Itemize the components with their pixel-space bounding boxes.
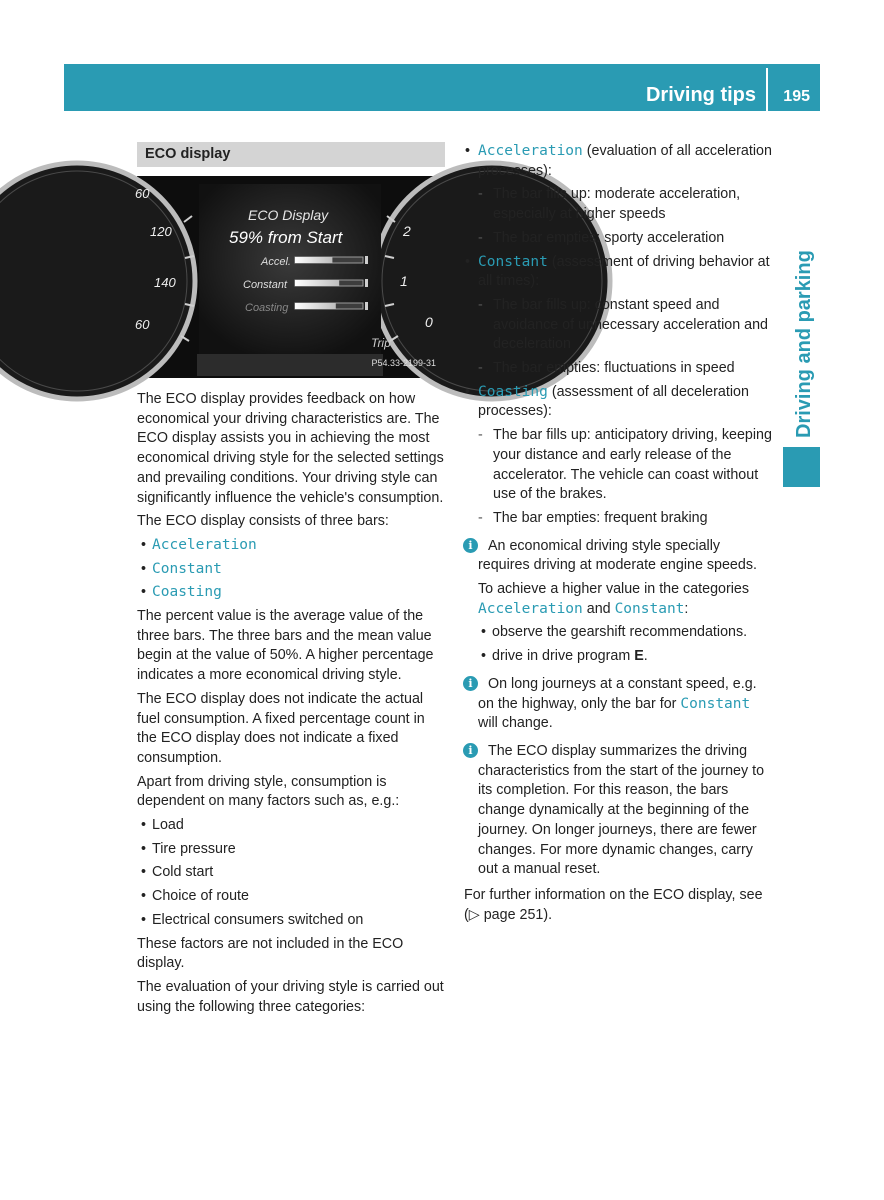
rpm-tick-label: 1: [400, 273, 408, 289]
intro-paragraph: The ECO display provides feedback on how economical your driving characteristics are. The ECO display assists you in achieving the most economical driving style for the selected settings and prevailing conditions. Your driving style can significantly influence the vehicle's consumption.: [137, 391, 444, 506]
percent-paragraph: The percent value is the average value of the three bars. The three bars and the mean value begin at the value of 50%. A higher percentage indicates a more economical driving style.: [137, 608, 434, 684]
section-title: ECO display: [137, 142, 445, 167]
speed-tick-label: 60: [135, 186, 150, 201]
list-item: • observe the gearshift recommendations.: [464, 623, 774, 643]
left-column: [137, 142, 445, 1021]
list-item: • Cold start: [137, 863, 445, 883]
list-item: • Coasting: [137, 583, 445, 603]
figure-caption: P54.33-2199-31: [371, 358, 436, 369]
bars-intro: The ECO display consists of three bars:: [137, 513, 389, 530]
info-icon: i: [463, 676, 478, 691]
factors-intro: Apart from driving style, consumption is dependent on many factors such as, e.g.:: [137, 773, 400, 810]
speed-tick-label: 60: [135, 317, 150, 332]
category-acceleration: • Acceleration (evaluation of all acceleration processes):: [464, 142, 774, 181]
eco-bar-fill: [295, 303, 336, 309]
list-item: - The bar fills up: anticipatory driving, keeping your distance and early release of the accelerator. The vehicle can coast without use of the brakes.: [464, 426, 774, 505]
side-tab-label: Driving and parking: [793, 250, 815, 438]
right-column: [464, 142, 774, 929]
list-item: • Constant: [137, 560, 445, 580]
eco-display-figure: [137, 176, 442, 378]
list-item: • Tire pressure: [137, 840, 445, 860]
header-separator: [766, 68, 768, 111]
rpm-tick-label: 0: [425, 314, 433, 330]
achieve-paragraph: To achieve a higher value in the categories Acceleration and Constant:: [478, 581, 750, 617]
header-title: Driving tips: [645, 84, 756, 106]
list-item: • Choice of route: [137, 887, 445, 907]
trip-label: Trip: [371, 336, 391, 350]
list-item: • Electrical consumers switched on: [137, 911, 445, 931]
bar-label-accel: Accel.: [261, 256, 291, 268]
eco-display-title: ECO Display: [248, 207, 329, 223]
list-item: • drive in drive program E.: [464, 647, 774, 667]
list-item: • Load: [137, 816, 445, 836]
info-icon: i: [463, 743, 478, 758]
eco-bar-end: [365, 279, 368, 287]
fuel-paragraph: The ECO display does not indicate the actual fuel consumption. A fixed percentage count in the ECO display does not indicate a fixed consumption.: [137, 690, 425, 766]
info-note: i An economical driving style specially requires driving at moderate engine speeds.: [464, 537, 774, 576]
page-number: 195: [783, 88, 810, 105]
eco-display-value: 59% from Start: [229, 228, 343, 247]
info-icon: i: [463, 538, 478, 553]
speed-tick-label: 120: [150, 224, 172, 239]
bar-label-coasting: Coasting: [245, 302, 289, 314]
page-header: [64, 64, 820, 111]
list-item: • Acceleration: [137, 536, 445, 556]
list-item: - The bar fills up: constant speed and avoidance of unnecessary acceleration and deceleration: [464, 296, 774, 355]
info-note: i On long journeys at a constant speed, e.g. on the highway, only the bar for Constant will change.: [464, 675, 774, 734]
categories-intro: The evaluation of your driving style is carried out using the following three categories:: [137, 978, 444, 1015]
eco-bar-fill: [295, 257, 332, 263]
eco-bar-end: [365, 256, 368, 264]
list-item: - The bar empties: sporty acceleration: [464, 229, 774, 249]
bar-label-constant: Constant: [243, 279, 288, 291]
list-item: - The bar empties: fluctuations in speed: [464, 359, 774, 379]
eco-bar-end: [365, 302, 368, 310]
list-item: - The bar empties: frequent braking: [464, 509, 774, 529]
info-note: i The ECO display summarizes the driving characteristics from the start of the journey to its completion. For this reason, the bars change dynamically at the beginning of the journey. On longer journeys, there are fewer changes. For more dynamic changes, carry out a manual reset.: [464, 742, 774, 880]
rpm-tick-label: 2: [403, 223, 411, 239]
category-constant: • Constant (assessment of driving behavior at all times):: [464, 253, 774, 292]
eco-bar-fill: [295, 280, 339, 286]
side-tab-marker: [783, 447, 820, 487]
factors-note: These factors are not included in the ECO display.: [137, 935, 404, 972]
further-info: For further information on the ECO display, see (▷ page 251).: [464, 886, 763, 923]
category-coasting: • Coasting (assessment of all deceleration processes):: [464, 383, 774, 422]
speed-tick-label: 140: [154, 275, 176, 290]
list-item: - The bar fills up: moderate acceleration, especially at higher speeds: [464, 185, 774, 224]
